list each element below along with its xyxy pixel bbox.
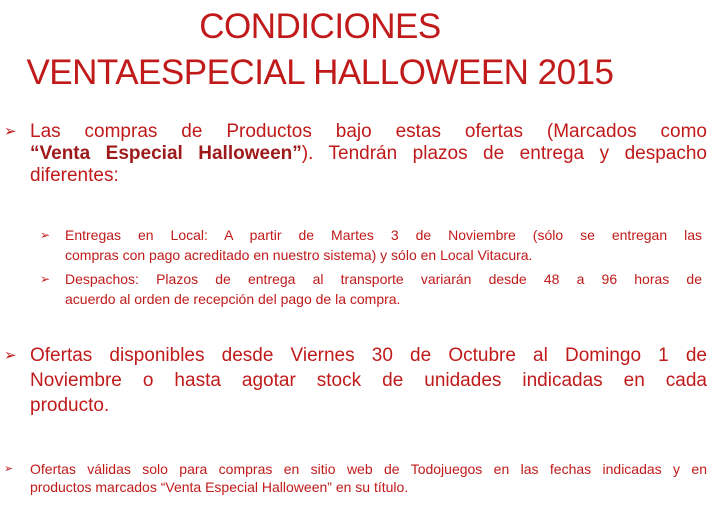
bullet-text-segment: Noviembre o hasta agotar stock de unidades indicadas en cada bbox=[30, 370, 707, 391]
bullet-text-line bbox=[30, 165, 707, 187]
bullet-text-segment: diferentes: bbox=[30, 165, 119, 186]
bullet-text-segment: compras con pago acreditado en nuestro sistema) y sólo en Local Vitacura. bbox=[65, 247, 533, 263]
bullet-text-segment: producto. bbox=[30, 395, 110, 416]
bullet-text-segment: acuerdo al orden de recepción del pago de la compra. bbox=[65, 291, 401, 307]
bullet-item bbox=[40, 269, 702, 309]
bullet-text bbox=[65, 269, 702, 309]
bullet-text-line bbox=[65, 225, 702, 245]
bullet-text-segment: ). Tendrán plazos de entrega y despacho bbox=[301, 143, 707, 164]
bullet-text bbox=[30, 121, 707, 187]
bullet-text-segment: Las compras de Productos bajo estas ofertas (Marcados como bbox=[30, 121, 707, 142]
bullet-item bbox=[4, 343, 707, 418]
title-line-2: VENTAESPECIAL HALLOWEEN 2015 bbox=[26, 53, 614, 92]
bullet-text-segment: Ofertas válidas solo para compras en sitio web de Todojuegos en las fechas indicadas y en bbox=[30, 461, 707, 477]
bullet-text bbox=[65, 225, 702, 265]
bullet-text bbox=[30, 343, 707, 418]
title-line-1: CONDICIONES bbox=[199, 7, 441, 46]
bullet-text-line bbox=[30, 478, 707, 496]
bullet-text-segment: productos marcados “Venta Especial Halloween” en su título. bbox=[30, 479, 409, 495]
bullet-text-line bbox=[30, 121, 707, 143]
bullet-text-line bbox=[30, 143, 707, 165]
bullet-section-delivery-sub-bullets bbox=[40, 225, 702, 309]
bullet-text-segment: Ofertas disponibles desde Viernes 30 de Octubre al Domingo 1 de bbox=[30, 345, 707, 366]
bullet-item bbox=[4, 121, 707, 187]
arrow-bullet-icon: ➢ bbox=[40, 228, 51, 242]
bullet-section-intro bbox=[4, 121, 707, 187]
bullet-text-line bbox=[65, 269, 702, 289]
bullet-text-line bbox=[65, 245, 702, 265]
arrow-bullet-icon: ➢ bbox=[4, 463, 14, 475]
bullet-item bbox=[4, 460, 707, 496]
bullet-text-line bbox=[30, 343, 707, 368]
bullet-section-fine-print bbox=[4, 460, 707, 496]
arrow-bullet-icon: ➢ bbox=[4, 123, 17, 140]
slide-title bbox=[0, 4, 640, 96]
bullet-text-segment: Despachos: Plazos de entrega al transporte variarán desde 48 a 96 horas de bbox=[65, 271, 702, 287]
bullet-text-segment: Entregas en Local: A partir de Martes 3 de Noviembre (sólo se entregan las bbox=[65, 227, 702, 243]
arrow-bullet-icon: ➢ bbox=[4, 347, 17, 364]
bullet-text-line bbox=[30, 393, 707, 418]
bullet-text-line bbox=[30, 460, 707, 478]
bullet-text bbox=[30, 460, 707, 496]
bullet-text-line bbox=[65, 289, 702, 309]
bullet-text-line bbox=[30, 368, 707, 393]
bullet-item bbox=[40, 225, 702, 265]
arrow-bullet-icon: ➢ bbox=[40, 272, 51, 286]
bullet-text-bold-segment: “Venta Especial Halloween” bbox=[30, 143, 302, 164]
bullet-section-availability bbox=[4, 343, 707, 418]
